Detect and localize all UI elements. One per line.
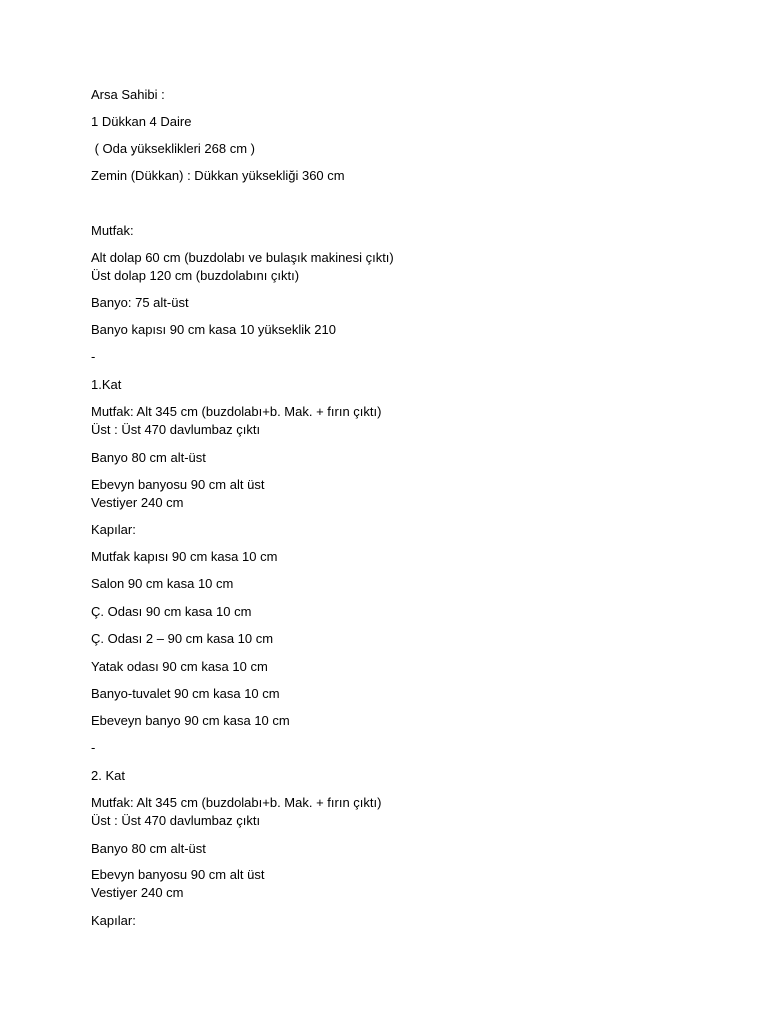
floor-2-kitchen-upper: Üst : Üst 470 davlumbaz çıktı xyxy=(91,813,261,828)
kitchen-heading: Mutfak: xyxy=(91,223,134,238)
floor-1-heading: 1.Kat xyxy=(91,377,122,392)
floor-2-cloakroom: Vestiyer 240 cm xyxy=(91,885,184,900)
door-bathroom-toilet: Banyo-tuvalet 90 cm kasa 10 cm xyxy=(91,686,280,701)
room-height-note: ( Oda yükseklikleri 268 cm ) xyxy=(91,141,255,156)
door-kids-room: Ç. Odası 90 cm kasa 10 cm xyxy=(91,604,252,619)
shop-and-flats-count: 1 Dükkan 4 Daire xyxy=(91,114,192,129)
separator-dash-2: - xyxy=(91,740,96,755)
floor-1-master-bath: Ebevyn banyosu 90 cm alt üst xyxy=(91,477,265,492)
kitchen-lower-cabinet: Alt dolap 60 cm (buzdolabı ve bulaşık makinesi çıktı) xyxy=(91,250,394,265)
floor-2-kitchen-lower: Mutfak: Alt 345 cm (buzdolabı+b. Mak. + fırın çıktı) xyxy=(91,795,382,810)
door-living-room: Salon 90 cm kasa 10 cm xyxy=(91,576,234,591)
floor-2-bathroom: Banyo 80 cm alt-üst xyxy=(91,841,206,856)
floor-2-doors-heading: Kapılar: xyxy=(91,913,136,928)
separator-dash: - xyxy=(91,349,96,364)
floor-1-kitchen-upper: Üst : Üst 470 davlumbaz çıktı xyxy=(91,422,261,437)
floor-1-kitchen-lower: Mutfak: Alt 345 cm (buzdolabı+b. Mak. + fırın çıktı) xyxy=(91,404,382,419)
door-bedroom: Yatak odası 90 cm kasa 10 cm xyxy=(91,659,268,674)
door-master-bath: Ebeveyn banyo 90 cm kasa 10 cm xyxy=(91,713,290,728)
door-kids-room-2: Ç. Odası 2 – 90 cm kasa 10 cm xyxy=(91,631,274,646)
floor-2-master-bath: Ebevyn banyosu 90 cm alt üst xyxy=(91,867,265,882)
owner-label: Arsa Sahibi : xyxy=(91,87,165,102)
ground-floor-height: Zemin (Dükkan) : Dükkan yüksekliği 360 cm xyxy=(91,168,345,183)
floor-1-doors-heading: Kapılar: xyxy=(91,522,136,537)
floor-1-bathroom: Banyo 80 cm alt-üst xyxy=(91,450,206,465)
floor-2-heading: 2. Kat xyxy=(91,768,125,783)
kitchen-upper-cabinet: Üst dolap 120 cm (buzdolabını çıktı) xyxy=(91,268,300,283)
door-kitchen: Mutfak kapısı 90 cm kasa 10 cm xyxy=(91,549,278,564)
floor-1-cloakroom: Vestiyer 240 cm xyxy=(91,495,184,510)
bathroom-size: Banyo: 75 alt-üst xyxy=(91,295,189,310)
bathroom-door: Banyo kapısı 90 cm kasa 10 yükseklik 210 xyxy=(91,322,336,337)
